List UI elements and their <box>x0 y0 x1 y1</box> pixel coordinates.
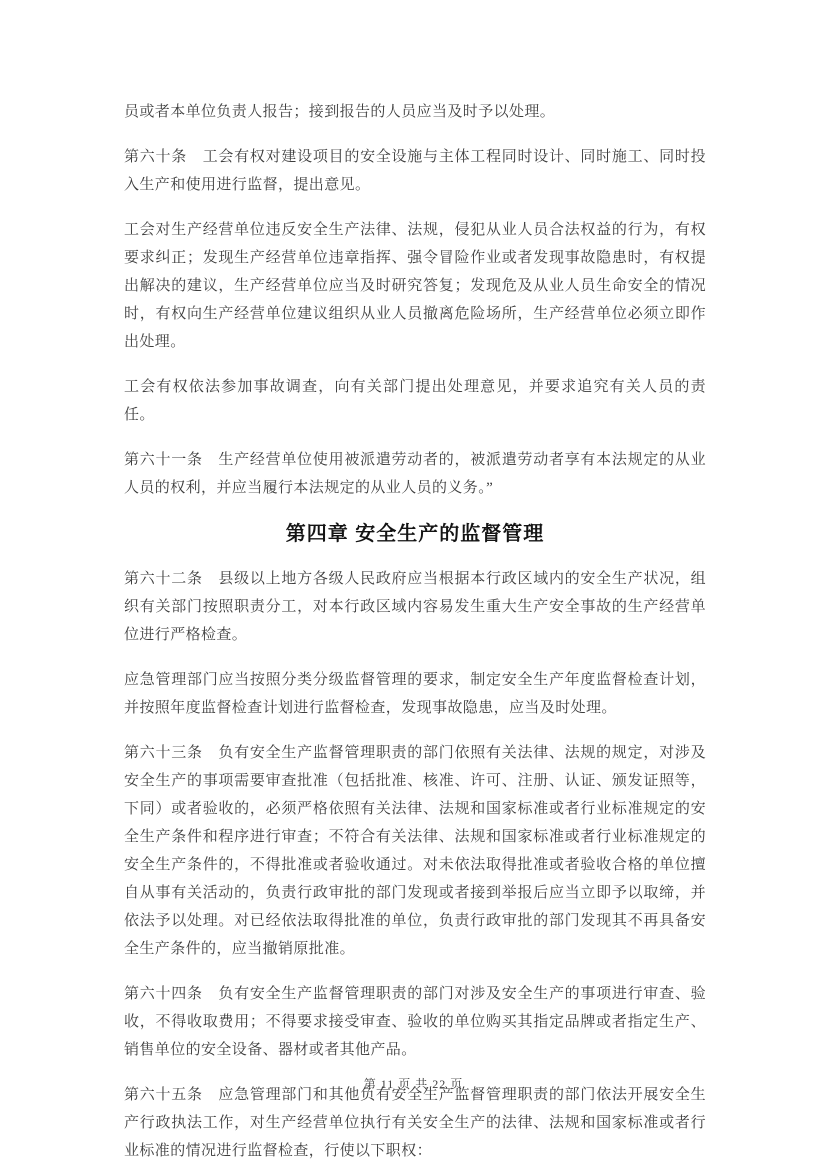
body-paragraph: 工会有权依法参加事故调查，向有关部门提出处理意见，并要求追究有关人员的责任。 <box>124 379 706 423</box>
body-paragraph-article-62: 第六十二条 县级以上地方各级人民政府应当根据本行政区域内的安全生产状况，组织有关部门按照职责分工，对本行政区域内容易发生重大生产安全事故的生产经营单位进行严格检查。 <box>124 571 706 643</box>
chapter-heading: 第四章 安全生产的监督管理 <box>285 523 545 545</box>
body-paragraph-article-65: 第六十五条 应急管理部门和其他负有安全生产监督管理职责的部门依法开展安全生产行政执法工作，对生产经营单位执行有关安全生产的法律、法规和国家标准或者行业标准的情况进行监督检查，行使以下职权： <box>124 1087 706 1159</box>
body-paragraph-article-60: 第六十条 工会有权对建设项目的安全设施与主体工程同时设计、同时施工、同时投入生产和使用进行监督，提出意见。 <box>124 149 706 193</box>
document-body <box>124 98 706 1170</box>
body-paragraph-article-64: 第六十四条 负有安全生产监督管理职责的部门对涉及安全生产的事项进行审查、验收，不得收取费用；不得要求接受审查、验收的单位购买其指定品牌或者指定生产、销售单位的安全设备、器材或者其他产品。 <box>124 986 706 1058</box>
page-number-footer: 第 11 页 共 22 页 <box>363 1077 464 1091</box>
body-paragraph: 员或者本单位负责人报告；接到报告的人员应当及时予以处理。 <box>124 104 556 120</box>
body-paragraph: 应急管理部门应当按照分类分级监督管理的要求，制定安全生产年度监督检查计划，并按照年度监督检查计划进行监督检查，发现事故隐患，应当及时处理。 <box>124 672 706 716</box>
body-paragraph: 工会对生产经营单位违反安全生产法律、法规，侵犯从业人员合法权益的行为，有权要求纠正；发现生产经营单位违章指挥、强令冒险作业或者发现事故隐患时，有权提出解决的建议，生产经营单位应当及时研究答复；发现危及从业人员生命安全的情况时，有权向生产经营单位建议组织从业人员撤离危险场所，生产经营单位必须立即作出处理。 <box>124 222 706 350</box>
body-paragraph-article-61: 第六十一条 生产经营单位使用被派遣劳动者的，被派遣劳动者享有本法规定的从业人员的权利，并应当履行本法规定的从业人员的义务。” <box>124 452 706 496</box>
body-paragraph-article-63: 第六十三条 负有安全生产监督管理职责的部门依照有关法律、法规的规定，对涉及安全生产的事项需要审查批准（包括批准、核准、许可、注册、认证、颁发证照等，下同）或者验收的，必须严格依照有关法律、法规和国家标准或者行业标准规定的安全生产条件和程序进行审查；不符合有关法律、法规和国家标准或者行业标准规定的安全生产条件的，不得批准或者验收通过。对未依法取得批准或者验收合格的单位擅自从事有关活动的，负责行政审批的部门发现或者接到举报后应当立即予以取缔，并依法予以处理。对已经依法取得批准的单位，负责行政审批的部门发现其不再具备安全生产条件的，应当撤销原批准。 <box>124 745 706 957</box>
